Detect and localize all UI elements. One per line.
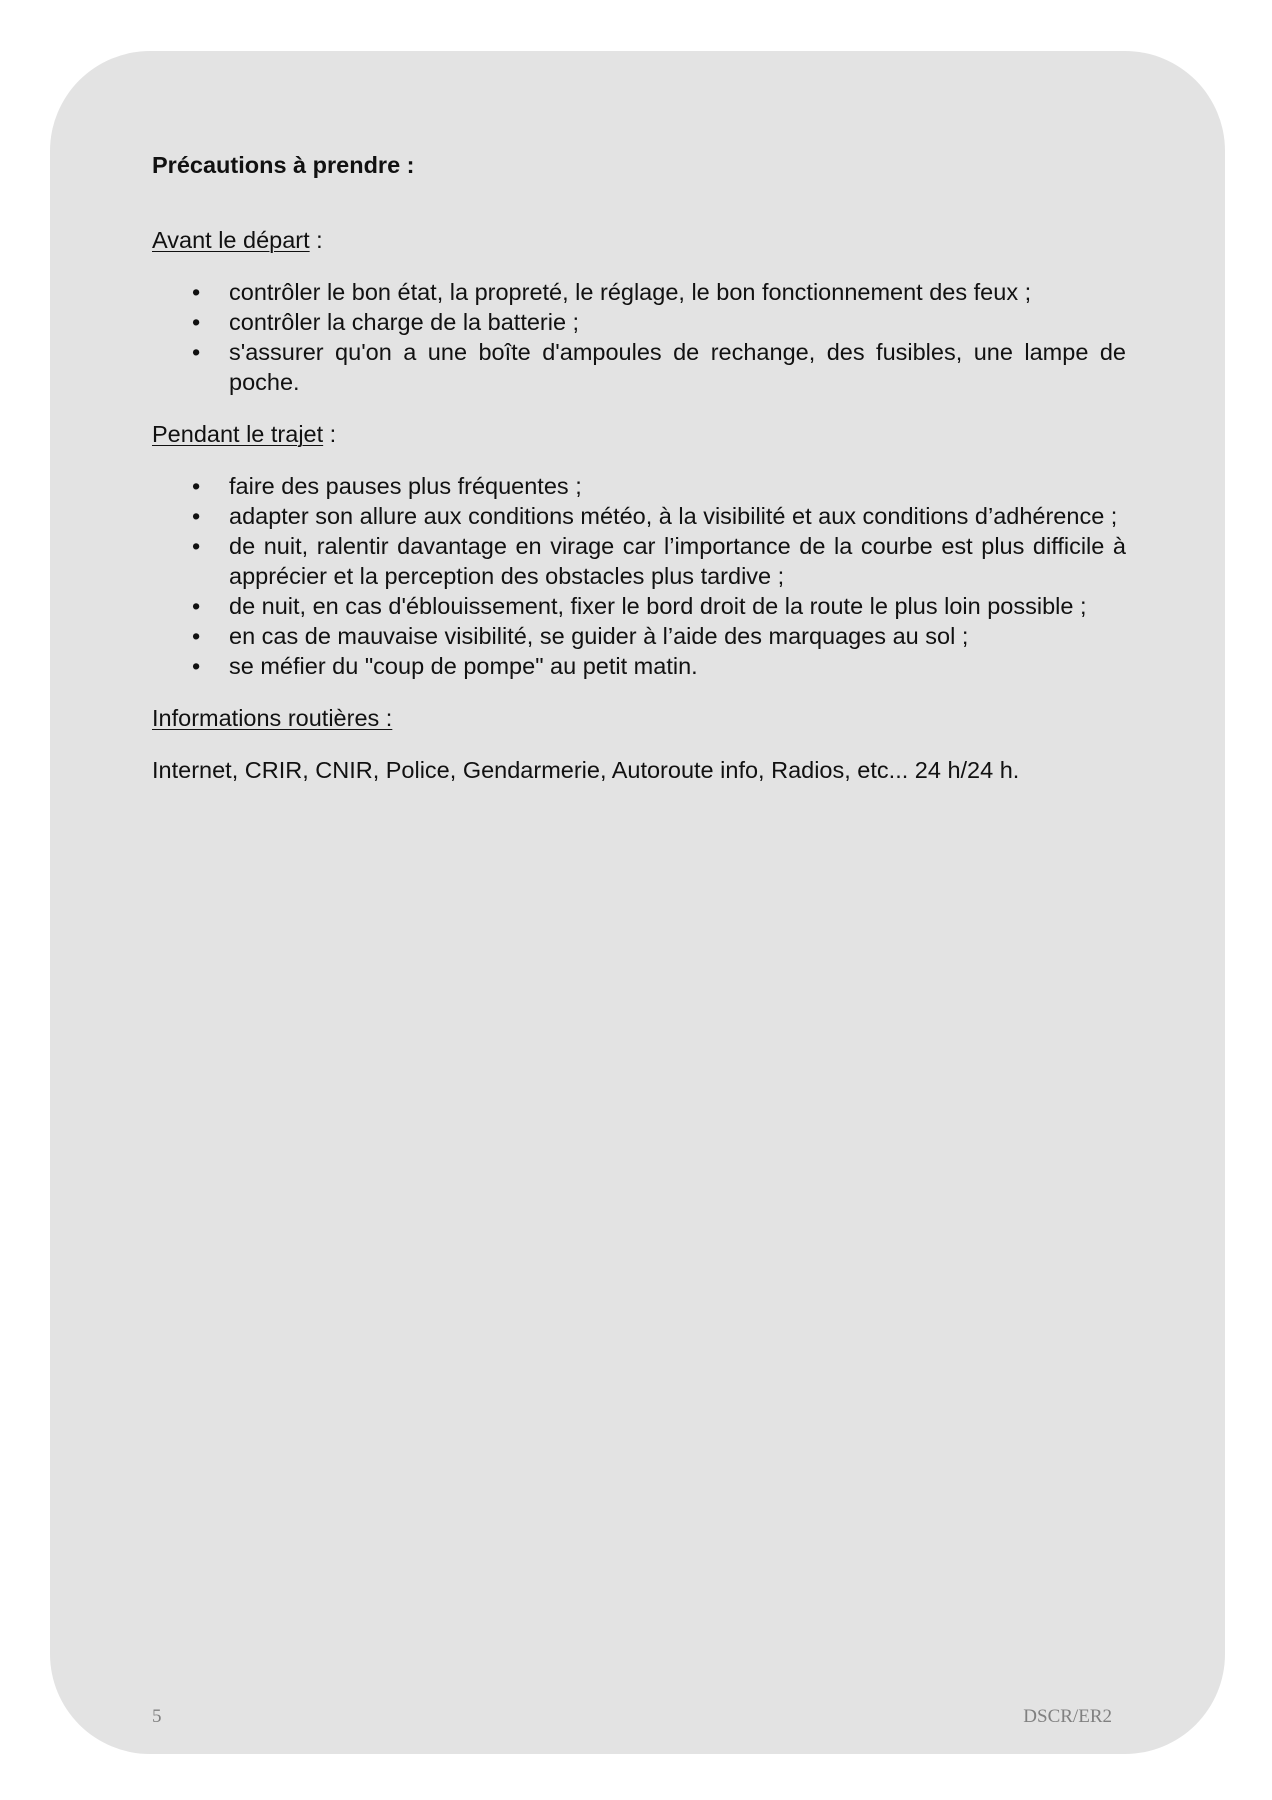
bullet-icon: • <box>192 593 201 619</box>
section-heading-informations-routieres <box>152 703 1126 733</box>
list-item-text: adapter son allure aux conditions météo, à la visibilité et aux conditions d’adhérence ; <box>229 503 1118 529</box>
list-item-text: se méfier du "coup de pompe" au petit matin. <box>229 653 698 679</box>
bullet-icon: • <box>192 533 201 559</box>
bullet-icon: • <box>192 279 201 305</box>
list-item <box>152 307 1126 337</box>
page-number: 5 <box>152 1706 162 1727</box>
list-item <box>152 337 1126 397</box>
bullet-list-pendant-trajet <box>152 471 1126 681</box>
bullet-icon: • <box>192 653 201 679</box>
section-heading-suffix: : <box>323 421 337 447</box>
list-item <box>152 501 1126 531</box>
info-sources-text: Internet, CRIR, CNIR, Police, Gendarmerie, Autoroute info, Radios, etc... 24 h/24 h. <box>152 757 1020 783</box>
bullet-icon: • <box>192 623 201 649</box>
section-heading-avant-depart <box>152 225 1126 255</box>
list-item <box>152 621 1126 651</box>
section-heading-label: Avant le départ <box>152 227 310 253</box>
list-item-text: de nuit, en cas d'éblouissement, fixer le bord droit de la route le plus loin possible ; <box>229 593 1087 619</box>
document-body <box>152 150 1126 785</box>
list-item <box>152 277 1126 307</box>
bullet-icon: • <box>192 339 201 365</box>
section-heading-pendant-trajet <box>152 419 1126 449</box>
section-heading-label: Informations routières : <box>152 705 393 731</box>
bullet-icon: • <box>192 503 201 529</box>
section-heading-suffix: : <box>309 227 323 253</box>
list-item-text: contrôler la charge de la batterie ; <box>229 309 580 335</box>
list-item <box>152 651 1126 681</box>
list-item-text: faire des pauses plus fréquentes ; <box>229 473 582 499</box>
list-item-text: de nuit, ralentir davantage en virage car l’importance de la courbe est plus difficile à apprécier et la perception des obstacles plus tardive ; <box>229 533 1126 589</box>
list-item <box>152 531 1126 591</box>
document-reference: DSCR/ER2 <box>1023 1706 1112 1727</box>
list-item-text: s'assurer qu'on a une boîte d'ampoules de rechange, des fusibles, une lampe de poche. <box>229 339 1126 395</box>
bullet-list-avant-depart <box>152 277 1126 397</box>
bullet-icon: • <box>192 309 201 335</box>
bullet-icon: • <box>192 473 201 499</box>
list-item <box>152 591 1126 621</box>
section-heading-label: Pendant le trajet <box>152 421 324 447</box>
list-item-text: en cas de mauvaise visibilité, se guider à l’aide des marquages au sol ; <box>229 623 969 649</box>
list-item-text: contrôler le bon état, la propreté, le réglage, le bon fonctionnement des feux ; <box>229 279 1032 305</box>
list-item <box>152 471 1126 501</box>
document-title: Précautions à prendre : <box>152 152 415 178</box>
